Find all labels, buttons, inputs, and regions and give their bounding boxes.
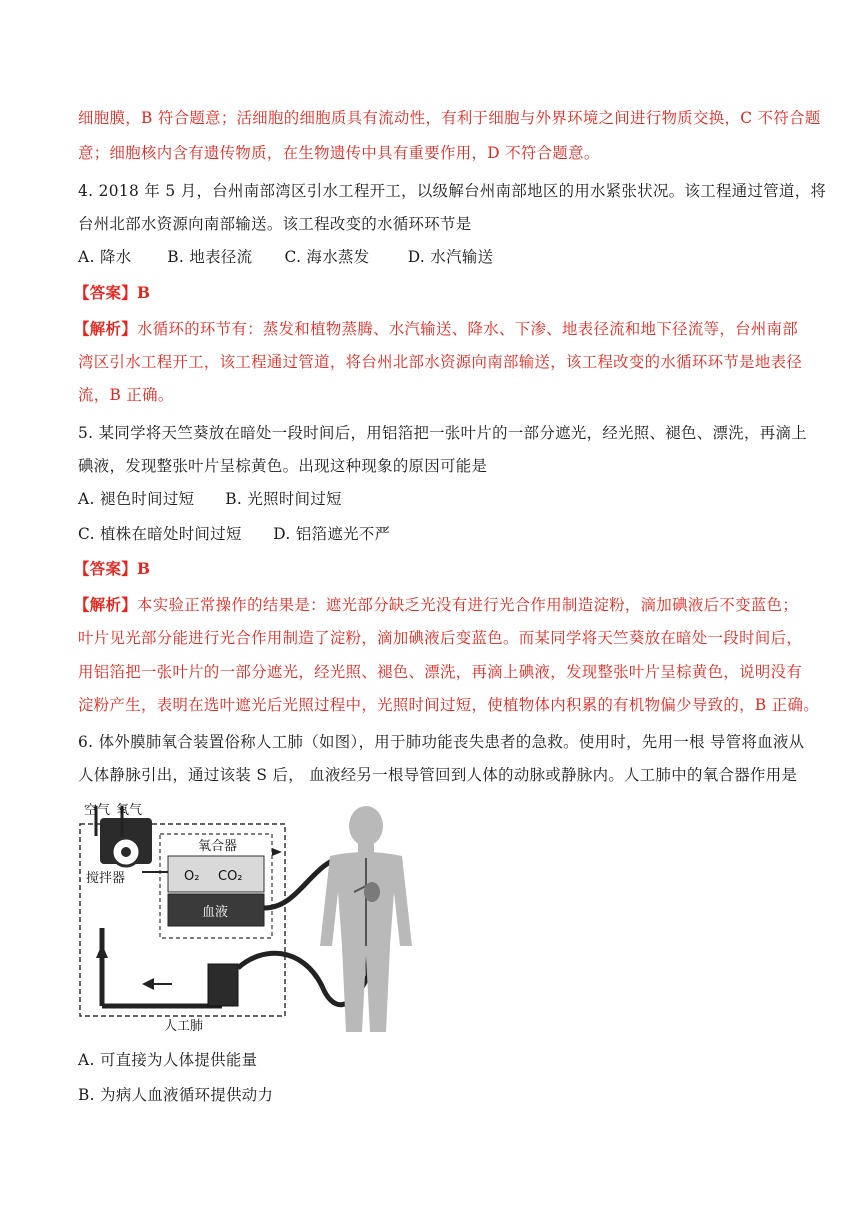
arrow-left-icon xyxy=(142,978,154,990)
question-6-option-b: B. 为病人血液循环提供动力 xyxy=(78,1086,274,1104)
analysis-text: 水循环的环节有：蒸发和植物蒸腾、水汽输送、降水、下渗、地表径流和地下径流等，台州南部 xyxy=(136,320,799,338)
analysis-line: 细胞膜，B 符合题意；活细胞的细胞质具有流动性，有利于细胞与外界环境之间进行物质交换，C 不符合题 xyxy=(78,109,821,127)
label-o2: O₂ xyxy=(184,869,200,884)
label-oxygenator: 氧合器 xyxy=(198,839,238,854)
analysis-line xyxy=(74,595,799,615)
blood-reservoir xyxy=(208,964,238,1006)
analysis-line xyxy=(74,319,799,339)
question-6-line: 人体静脉引出，通过该装 S 后， 血液经另一根导管回到人体的动脉或静脉内。人工肺中的氧合器作用是 xyxy=(78,766,798,784)
artificial-lung-figure xyxy=(72,796,432,1038)
question-4-line: 4. 2018 年 5 月，台州南部湾区引水工程开工，以级解台州南部地区的用水紧张状况。该工程通过管道，将 xyxy=(78,182,827,200)
arrow-right-icon xyxy=(272,848,282,856)
arrow-up-icon xyxy=(96,944,108,958)
label-oxygen: 氧气 xyxy=(116,803,143,818)
label-artificial-lung: 人工肺 xyxy=(164,1019,204,1034)
analysis-line: 叶片见光部分能进行光合作用制造了淀粉，滴加碘液后变蓝色。而某同学将天竺葵放在暗处一段时间后， xyxy=(78,629,803,647)
analysis-line: 淀粉产生，表明在选叶遮光后光照过程中，光照时间过短，使植物体内积累的有机物偏少导致的，B 正确。 xyxy=(78,696,819,714)
question-5-line: 碘液，发现整张叶片呈棕黄色。出现这种现象的原因可能是 xyxy=(78,457,488,475)
analysis-line: 流，B 正确。 xyxy=(78,386,174,404)
option-d: D. 铝箔遮光不严 xyxy=(273,525,391,543)
option-b: B. 地表径流 xyxy=(167,248,253,266)
question-4-line: 台州北部水资源向南部输送。该工程改变的水循环环节是 xyxy=(78,215,472,233)
option-a: A. 降水 xyxy=(78,248,132,266)
question-6-option-a: A. 可直接为人体提供能量 xyxy=(78,1051,258,1069)
analysis-tag: 【解析】 xyxy=(74,320,137,338)
option-c: C. 海水蒸发 xyxy=(284,248,370,266)
heart xyxy=(364,882,380,902)
label-air: 空气 xyxy=(84,803,111,818)
option-a: A. 褪色时间过短 xyxy=(78,490,195,508)
question-5-options xyxy=(78,524,788,544)
analysis-tag: 【解析】 xyxy=(74,596,137,614)
option-b: B. 光照时间过短 xyxy=(225,490,342,508)
label-stirrer: 搅拌器 xyxy=(86,871,126,886)
answer-label: 【答案】B xyxy=(74,560,151,578)
label-blood: 血液 xyxy=(202,905,229,920)
option-c: C. 植株在暗处时间过短 xyxy=(78,525,242,543)
analysis-text: 本实验正常操作的结果是：遮光部分缺乏光没有进行光合作用制造淀粉，滴加碘液后不变蓝色； xyxy=(136,596,799,614)
analysis-line: 湾区引水工程开工，该工程通过管道，将台州北部水资源向南部输送，该工程改变的水循环环节是地表径 xyxy=(78,353,803,371)
analysis-line: 意；细胞核内含有遗传物质，在生物遗传中具有重要作用，D 不符合题意。 xyxy=(78,144,600,162)
question-5-options xyxy=(78,489,788,509)
question-5-line: 5. 某同学将天竺葵放在暗处一段时间后，用铝箔把一张叶片的一部分遮光，经光照、褪色、漂洗，再滴上 xyxy=(78,424,807,442)
gas-chamber xyxy=(168,856,264,892)
question-6-line: 6. 体外膜肺氧合装置俗称人工肺（如图），用于肺功能丧失患者的急救。使用时，先用一根 导管将血液从 xyxy=(78,733,805,751)
analysis-line: 用铝箔把一张叶片的一部分遮光，经光照、褪色、漂洗，再滴上碘液，发现整张叶片呈棕黄色，说明没有 xyxy=(78,663,803,681)
label-co2: CO₂ xyxy=(218,869,243,884)
question-4-options xyxy=(78,247,788,267)
answer-label: 【答案】B xyxy=(74,284,151,302)
artificial-lung-diagram xyxy=(72,796,432,1038)
option-d: D. 水汽输送 xyxy=(407,248,494,266)
